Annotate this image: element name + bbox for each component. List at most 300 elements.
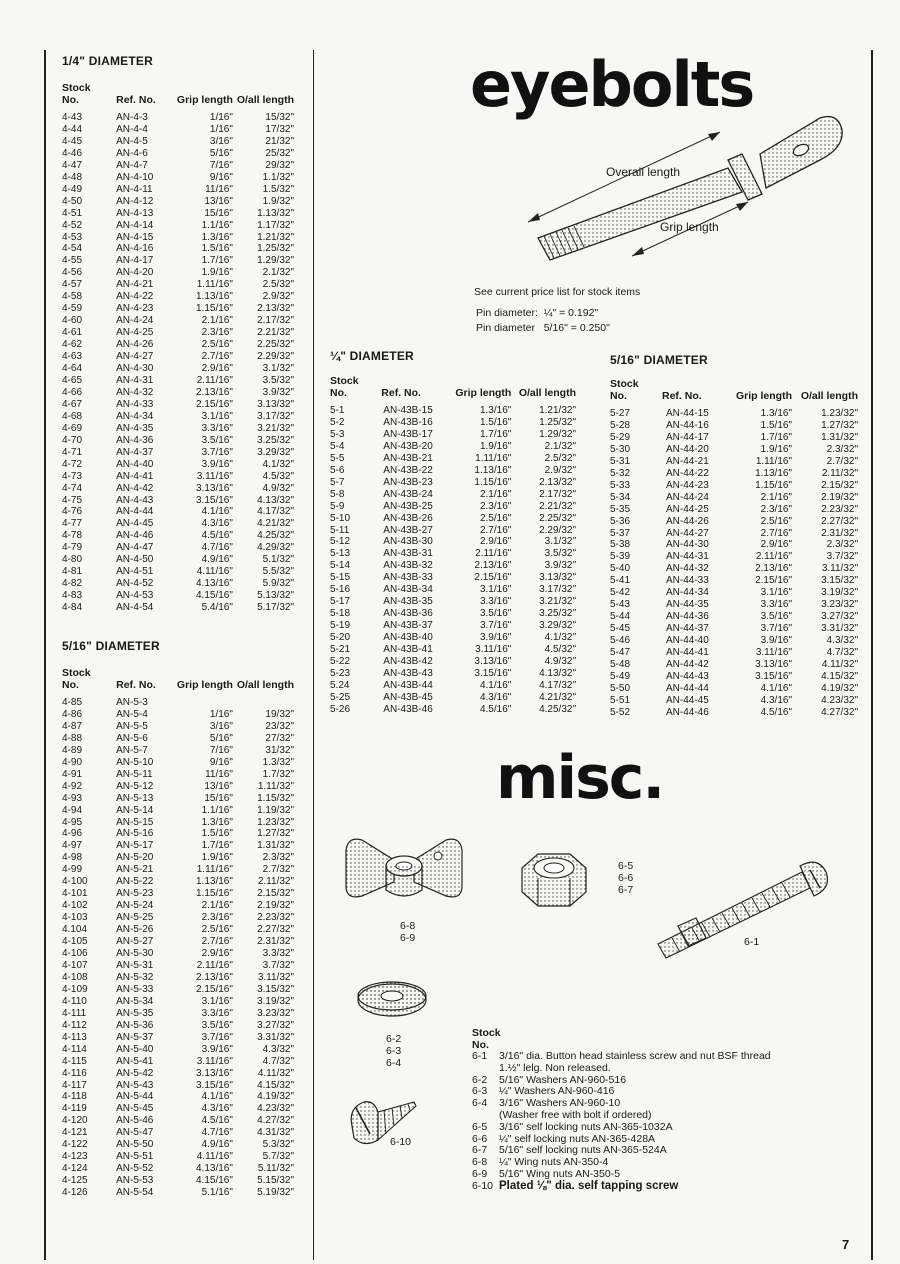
- ref-no: AN-5-53: [116, 1175, 154, 1187]
- stock-no: 5-36: [610, 515, 631, 527]
- parts-table: [62, 82, 294, 614]
- ref-no: AN-5-20: [116, 852, 154, 864]
- grip-length: 7/16": [209, 744, 233, 756]
- ref-no: AN-44-20: [666, 443, 709, 455]
- stock-no: 5-10: [330, 512, 351, 524]
- overall-length: 1.13/32": [257, 207, 294, 219]
- grip-length: [172, 697, 233, 709]
- grip-length: 4.1/16": [760, 682, 792, 694]
- stock-no: 4-79: [62, 542, 83, 554]
- ref-no: AN-4-15: [116, 231, 154, 243]
- table-row: [62, 864, 294, 876]
- stock-no: 4-48: [62, 171, 83, 183]
- col-stock: Stock No.: [330, 375, 359, 399]
- stock-no: 5-35: [610, 503, 631, 515]
- table-row: [62, 483, 294, 495]
- stock-no: 4-64: [62, 363, 83, 375]
- ref-no: AN-4-26: [116, 339, 154, 351]
- grip-length: 1.13/16": [755, 467, 792, 479]
- tapping-screw-illustration: [344, 1094, 424, 1154]
- table-row: [62, 148, 294, 160]
- overall-length: 4.9/32": [262, 482, 294, 494]
- overall-length: 2.9/32": [544, 464, 576, 476]
- col-stock: Stock No.: [62, 82, 91, 106]
- table-row: [62, 1175, 294, 1187]
- grip-length: 5.1/16": [201, 1187, 233, 1199]
- grip-length: 1.15/16": [755, 479, 792, 491]
- stock-no: 5-14: [330, 560, 351, 572]
- table-row: [610, 587, 858, 599]
- ref-no: AN-43B-41: [383, 644, 433, 656]
- grip-length: 3.7/16": [201, 446, 233, 458]
- stock-no: 5-6: [330, 464, 345, 476]
- table-row: [62, 697, 294, 709]
- ref-no: AN-4-53: [116, 590, 154, 602]
- ref-no: AN-4-43: [116, 494, 154, 506]
- grip-length: 4.7/16": [201, 1127, 233, 1139]
- grip-length: 2.7/16": [201, 936, 233, 948]
- table-row: [62, 721, 294, 733]
- overall-length: 3.25/32": [539, 608, 576, 620]
- table-row: [62, 1187, 294, 1199]
- grip-length: 5/16": [209, 147, 233, 159]
- stock-no: 4-113: [62, 1031, 87, 1043]
- overall-length: 1.11/32": [257, 780, 294, 792]
- overall-length: 5.9/32": [262, 578, 294, 590]
- overall-length: 5.1/32": [262, 554, 294, 566]
- ref-no: AN-4-45: [116, 518, 154, 530]
- col-ref: Ref. No.: [662, 390, 702, 402]
- overall-length: 4.13/32": [257, 494, 294, 506]
- item-description: 3/16" Washers AN-960-10: [499, 1097, 621, 1110]
- ref-no: AN-5-33: [116, 983, 154, 995]
- overall-length: 2.29/32": [539, 524, 576, 536]
- ref-no: AN-44-25: [666, 503, 709, 515]
- ref-no: AN-5-27: [116, 936, 154, 948]
- overall-length: 5.11/32": [257, 1163, 294, 1175]
- grip-length: 4.1/16": [201, 1091, 233, 1103]
- table-row: [62, 303, 294, 315]
- overall-length: 3.9/32": [262, 386, 294, 398]
- ref-no: AN-5-43: [116, 1079, 154, 1091]
- grip-length: 4.9/16": [201, 554, 233, 566]
- item-description: ¼" Washers AN-960-416: [499, 1085, 615, 1098]
- stock-heading: Stock No.: [472, 1027, 501, 1051]
- stock-no: 5-48: [610, 659, 631, 671]
- grip-length: 1.1/16": [201, 219, 233, 231]
- stock-no: 5-25: [330, 691, 351, 703]
- grip-length: 3.7/16": [479, 620, 512, 632]
- table-row: [62, 948, 294, 960]
- grip-length: 4.3/16": [201, 518, 233, 530]
- grip-length: 3.5/16": [479, 608, 512, 620]
- col-overall: O/all length: [236, 94, 294, 106]
- table-row: [610, 707, 858, 719]
- pin-diameter-line-1: Pin diameter: ¼" = 0.192": [476, 307, 599, 319]
- table-row: [62, 709, 294, 721]
- table-row: [62, 924, 294, 936]
- section-title: 1/4" DIAMETER: [62, 54, 153, 68]
- overall-length: 4.1/32": [262, 458, 294, 470]
- table-row: [62, 745, 294, 757]
- grip-length: 1/16": [209, 708, 233, 720]
- lock-nut-illustration: [516, 848, 596, 918]
- wing-nut-label: 6-8 6-9: [400, 920, 416, 944]
- ref-no: AN-43B-26: [383, 512, 433, 524]
- item-description: 3/16" dia. Button head stainless screw and nut BSF thread: [499, 1050, 771, 1062]
- table-row: [62, 232, 294, 244]
- col-ref: Ref. No.: [381, 387, 421, 399]
- grip-length: 4.3/16": [760, 694, 792, 706]
- ref-no: AN-4-24: [116, 315, 154, 327]
- table-row: [62, 196, 294, 208]
- overall-length: 3.29/32": [257, 446, 294, 458]
- stock-no: 4-76: [62, 506, 83, 518]
- grip-length: 3.13/16": [474, 656, 512, 668]
- ref-no: AN-44-44: [666, 682, 709, 694]
- column-rule-left: [44, 50, 46, 1260]
- stock-no: [472, 1063, 499, 1075]
- stock-no: 5-21: [330, 644, 351, 656]
- ref-no: AN-43B-27: [383, 524, 433, 536]
- overall-length: 3.7/32": [262, 959, 294, 971]
- ref-no: AN-5-16: [116, 828, 154, 840]
- stock-no: 5-19: [330, 620, 351, 632]
- list-item: [472, 1169, 852, 1181]
- ref-no: AN-5-7: [116, 744, 148, 756]
- grip-length: 3.15/16": [474, 667, 512, 679]
- stock-no: 5-50: [610, 682, 631, 694]
- ref-no: AN-43B-44: [383, 679, 433, 691]
- ref-no: AN-5-22: [116, 876, 154, 888]
- grip-length: 1.13/16": [196, 876, 233, 888]
- stock-no: 5-26: [330, 703, 351, 715]
- col-overall: O/all length: [800, 390, 858, 402]
- grip-length: 3.3/16": [479, 596, 512, 608]
- table-row: [330, 644, 576, 656]
- stock-no: 4-106: [62, 948, 88, 960]
- stock-no: 4-99: [62, 864, 83, 876]
- grip-length: 1.7/16": [201, 840, 233, 852]
- ref-no: AN-4-44: [116, 506, 154, 518]
- ref-no: AN-4-33: [116, 398, 154, 410]
- grip-length: 2.9/16": [201, 363, 233, 375]
- overall-length: 3.15/32": [257, 983, 294, 995]
- stock-no: 4-75: [62, 494, 83, 506]
- overall-length: 3.3/32": [262, 948, 294, 960]
- overall-length: 2.29/32": [257, 351, 294, 363]
- grip-length: 2.15/16": [474, 572, 512, 584]
- overall-length: 3.9/32": [544, 560, 576, 572]
- stock-no: 5-38: [610, 539, 631, 551]
- table-row: [610, 623, 858, 635]
- overall-length: 1.23/32": [257, 816, 294, 828]
- ref-no: AN-5-50: [116, 1139, 154, 1151]
- overall-length: 2.1/32": [544, 440, 576, 452]
- table-row: [62, 124, 294, 136]
- ref-no: AN-5-42: [116, 1067, 154, 1079]
- table-row: [62, 1020, 294, 1032]
- overall-length: 3.29/32": [539, 620, 576, 632]
- ref-no: AN-5-45: [116, 1103, 154, 1115]
- grip-length: 7/16": [209, 159, 233, 171]
- grip-length: 4.9/16": [201, 1139, 233, 1151]
- grip-length: 3.7/16": [760, 623, 792, 635]
- overall-length: 4.19/32": [257, 1091, 294, 1103]
- ref-no: AN-44-41: [666, 647, 709, 659]
- stock-no: 5-49: [610, 670, 631, 682]
- overall-length: 4.25/32": [257, 530, 294, 542]
- ref-no: AN-4-34: [116, 410, 154, 422]
- stock-no: 4-96: [62, 828, 83, 840]
- overall-length: 4.23/32": [821, 694, 858, 706]
- grip-length: 3.13/16": [196, 1067, 233, 1079]
- overall-length: 2.5/32": [262, 279, 294, 291]
- overall-length: 4.21/32": [539, 691, 576, 703]
- table-row: [62, 411, 294, 423]
- stock-no: 4-109: [62, 983, 88, 995]
- overall-length: 2.31/32": [257, 936, 294, 948]
- ref-no: AN-5-12: [116, 780, 154, 792]
- ref-no: AN-43B-43: [383, 667, 433, 679]
- ref-no: AN-5-41: [116, 1055, 154, 1067]
- ref-no: AN-5-40: [116, 1043, 154, 1055]
- ref-no: AN-5-15: [116, 816, 154, 828]
- table-row: [62, 936, 294, 948]
- grip-length: 1.3/16": [479, 405, 512, 416]
- list-item: [472, 1122, 852, 1134]
- ref-no: AN-4-32: [116, 386, 154, 398]
- grip-length: 1.3/16": [201, 231, 233, 243]
- table-row: [610, 408, 858, 420]
- col-ref: Ref. No.: [116, 94, 156, 106]
- grip-length: 1.3/16": [760, 408, 792, 419]
- table-row: [62, 1103, 294, 1115]
- section-title: 5/16" DIAMETER: [610, 353, 708, 367]
- table-row: [330, 572, 576, 584]
- stock-no: 5-16: [330, 584, 351, 596]
- ref-no: AN-5-26: [116, 924, 154, 936]
- grip-length: 2.3/16": [201, 327, 233, 339]
- grip-length: 3.5/16": [201, 434, 233, 446]
- table-row: [330, 560, 576, 572]
- table-row: [62, 447, 294, 459]
- stock-no: 5-3: [330, 428, 345, 440]
- grip-length-label: Grip length: [660, 220, 719, 234]
- ref-no: AN-4-10: [116, 171, 154, 183]
- quarter-diameter-section: [62, 54, 302, 614]
- overall-length: 4.1/32": [544, 632, 576, 644]
- overall-length: 3.19/32": [257, 995, 294, 1007]
- grip-length: 2.1/16": [201, 315, 233, 327]
- ref-no: AN-4-12: [116, 195, 154, 207]
- table-row: [330, 513, 576, 525]
- table-row: [62, 793, 294, 805]
- stock-no: 5-51: [610, 694, 631, 706]
- grip-length: 1.13/16": [474, 464, 512, 476]
- item-description: ¼" self locking nuts AN-365-428A: [499, 1132, 656, 1145]
- table-row: [62, 1044, 294, 1056]
- item-description: 1.½" lelg. Non released.: [499, 1061, 611, 1074]
- overall-length: 2.23/32": [821, 503, 858, 515]
- overall-length: 21/32": [265, 135, 294, 147]
- stock-no: 4-43: [62, 112, 83, 123]
- table-row: [62, 888, 294, 900]
- grip-length: 2.5/16": [201, 924, 233, 936]
- table-row: [62, 828, 294, 840]
- grip-length: 3.11/16": [755, 647, 792, 659]
- table-row: [610, 420, 858, 432]
- stock-no: 4-119: [62, 1103, 87, 1115]
- stock-no: 5-37: [610, 527, 631, 539]
- ref-no: AN-43B-22: [383, 464, 433, 476]
- tapping-screw-label: 6-10: [390, 1136, 412, 1148]
- stock-no: 5-29: [610, 431, 631, 443]
- grip-length: 2.11/16": [755, 551, 792, 563]
- five16-diameter-section-left: [62, 639, 302, 1199]
- grip-length: 3.3/16": [201, 1007, 233, 1019]
- ref-no: AN-44-35: [666, 599, 709, 611]
- stock-no: 4-112: [62, 1019, 87, 1031]
- overall-length: 4.27/32": [257, 1115, 294, 1127]
- table-row: [62, 220, 294, 232]
- ref-no: AN-5-31: [116, 959, 154, 971]
- overall-length: 2.25/32": [257, 339, 294, 351]
- stock-no: 4-66: [62, 386, 83, 398]
- overall-length: 2.19/32": [257, 900, 294, 912]
- ref-no: AN-44-33: [666, 575, 709, 587]
- col-overall: O/all length: [518, 387, 576, 399]
- grip-length: 2.3/16": [479, 500, 512, 512]
- stock-no: 4-124: [62, 1163, 88, 1175]
- ref-no: AN-44-46: [666, 706, 709, 718]
- table-row: [62, 208, 294, 220]
- table-row: [610, 683, 858, 695]
- col-grip: Grip length: [176, 679, 233, 691]
- ref-no: AN-4-16: [116, 243, 154, 255]
- stock-no: 4-116: [62, 1067, 87, 1079]
- grip-length: 1.5/16": [479, 416, 512, 428]
- stock-no: 4-51: [62, 207, 83, 219]
- ref-no: AN-4-36: [116, 434, 154, 446]
- table-row: [62, 435, 294, 447]
- ref-no: AN-4-25: [116, 327, 154, 339]
- stock-no: 4-89: [62, 744, 83, 756]
- table-row: [330, 668, 576, 680]
- stock-no: 4-59: [62, 303, 83, 315]
- ref-no: AN-5-46: [116, 1115, 154, 1127]
- overall-length: 4.9/32": [544, 656, 576, 668]
- grip-length: 3.5/16": [201, 1019, 233, 1031]
- stock-no: 5-30: [610, 443, 631, 455]
- stock-no: 5-13: [330, 548, 351, 560]
- table-row: [62, 602, 294, 614]
- table-row: [610, 528, 858, 540]
- ref-no: AN-4-6: [116, 147, 148, 159]
- table-row: [62, 459, 294, 471]
- stock-no: 5-12: [330, 536, 351, 548]
- parts-table: [610, 378, 858, 719]
- overall-length: 2.27/32": [821, 515, 858, 527]
- grip-length: 4.15/16": [196, 1175, 233, 1187]
- grip-length: 4.15/16": [196, 590, 233, 602]
- table-row: [330, 656, 576, 668]
- stock-no: 5-8: [330, 488, 345, 500]
- grip-length: 2.5/16": [201, 339, 233, 351]
- stock-no: 4-60: [62, 315, 83, 327]
- overall-length: 3.27/32": [257, 1019, 294, 1031]
- overall-length: 1.31/32": [257, 840, 294, 852]
- overall-length: 4.19/32": [821, 682, 858, 694]
- table-row: [62, 530, 294, 542]
- overall-length: 1.29/32": [539, 428, 576, 440]
- ref-no: AN-5-51: [116, 1151, 154, 1163]
- overall-length: 3.31/32": [821, 623, 858, 635]
- table-row: [330, 680, 576, 692]
- overall-length: 3.17/32": [257, 410, 294, 422]
- stock-no: 5-1: [330, 405, 345, 416]
- table-row: [62, 1032, 294, 1044]
- overall-length: 3.1/32": [262, 363, 294, 375]
- stock-no: 4-98: [62, 852, 83, 864]
- stock-no: 4-117: [62, 1079, 87, 1091]
- ref-no: AN-43B-42: [383, 656, 433, 668]
- stock-no: [472, 1110, 499, 1122]
- overall-length: 1.25/32": [257, 243, 294, 255]
- stock-no: 5-11: [330, 524, 350, 536]
- column-rule-right: [871, 50, 873, 1260]
- ref-no: AN-43B-37: [383, 620, 433, 632]
- grip-length: 1.7/16": [479, 428, 512, 440]
- grip-length: 3.1/16": [201, 995, 233, 1007]
- stock-no: 4-63: [62, 351, 83, 363]
- ref-no: AN-4-22: [116, 291, 154, 303]
- ref-no: AN-43B-40: [383, 632, 433, 644]
- stock-no: 5-23: [330, 667, 351, 679]
- grip-length: 1.15/16": [196, 888, 233, 900]
- overall-length: 4.27/32": [821, 706, 858, 718]
- overall-length: 4.21/32": [257, 518, 294, 530]
- grip-length: 1.11/16": [755, 455, 792, 467]
- grip-length: 2.3/16": [760, 503, 792, 515]
- ref-no: AN-4-40: [116, 458, 154, 470]
- ref-no: AN-44-22: [666, 467, 709, 479]
- ref-no: AN-4-30: [116, 363, 154, 375]
- table-row: [610, 563, 858, 575]
- grip-length: 1.5/16": [201, 828, 233, 840]
- grip-length: 1.13/16": [196, 291, 233, 303]
- stock-no: 5-39: [610, 551, 631, 563]
- stock-no: 5-18: [330, 608, 351, 620]
- grip-length: 2.15/16": [196, 398, 233, 410]
- stock-no: 6-5: [472, 1120, 488, 1133]
- grip-length: 1.5/16": [760, 419, 792, 431]
- col-overall: O/all length: [236, 679, 294, 691]
- lock-nut-label: 6-5 6-6 6-7: [618, 860, 634, 896]
- stock-no: 4-85: [62, 697, 83, 708]
- ref-no: AN-44-30: [666, 539, 709, 551]
- overall-length: 2.13/32": [257, 303, 294, 315]
- grip-length: 4.13/16": [196, 1163, 233, 1175]
- table-row: [62, 1127, 294, 1139]
- ref-no: AN-44-21: [666, 455, 709, 467]
- stock-no: 5-40: [610, 563, 631, 575]
- quarter-diameter-section-mid: [330, 349, 575, 716]
- overall-length: 5.5/32": [262, 566, 294, 578]
- table-row: [62, 960, 294, 972]
- ref-no: AN-4-35: [116, 422, 154, 434]
- stock-no: 4-108: [62, 971, 88, 983]
